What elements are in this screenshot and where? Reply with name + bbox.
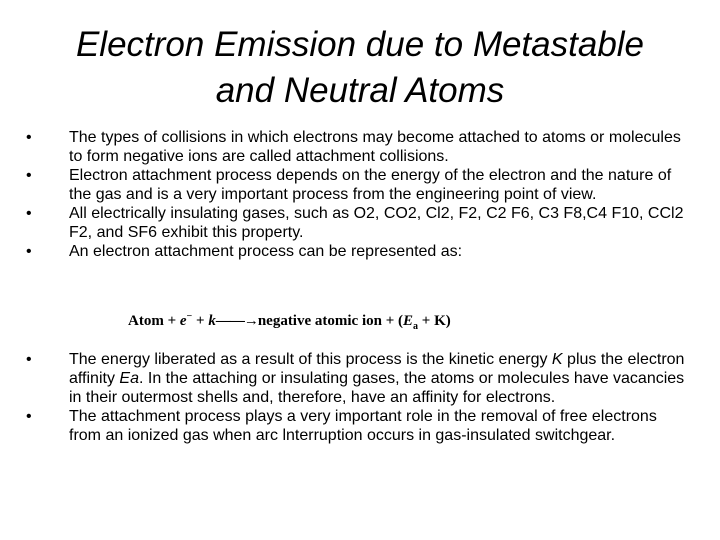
formula-product: negative atomic ion + ( bbox=[257, 313, 404, 329]
title-line-1: Electron Emission due to Metastable bbox=[75, 25, 645, 64]
bullet-item bbox=[26, 407, 686, 445]
bullet-marker: • bbox=[26, 167, 32, 184]
bullet-marker: • bbox=[26, 351, 32, 368]
bullet-marker: • bbox=[26, 205, 32, 222]
bullet-item bbox=[26, 204, 686, 242]
bullet-text: All electrically insulating gases, such as O2, CO2, Cl2, F2, C2 F6, C3 F8,C4 F10, CCl2 F2, and SF6 exhibit this property. bbox=[69, 205, 684, 241]
bullet-item bbox=[26, 350, 686, 407]
bullet-item bbox=[26, 166, 686, 204]
formula-ea: E bbox=[403, 313, 414, 329]
formula-ea-sub: a bbox=[413, 321, 419, 332]
bullet-item bbox=[26, 128, 686, 166]
bullet-text-part: plus the electron affinity bbox=[69, 351, 685, 387]
bullet-list-top bbox=[26, 128, 686, 261]
bullet-text: An electron attachment process can be represented as: bbox=[69, 243, 463, 260]
title-line-2: and Neutral Atoms bbox=[215, 71, 505, 110]
bullet-item bbox=[26, 242, 686, 261]
slide-title bbox=[40, 22, 680, 114]
bullet-text bbox=[69, 351, 684, 406]
formula-electron: e bbox=[179, 313, 187, 329]
formula-end: + K) bbox=[418, 313, 451, 329]
formula-atom: Atom + bbox=[128, 313, 180, 329]
formula-k: k bbox=[208, 313, 216, 329]
attachment-equation bbox=[128, 311, 451, 332]
bullet-marker: • bbox=[26, 408, 32, 425]
formula-arrow: ——→ bbox=[215, 313, 258, 329]
bullet-text: Electron attachment process depends on the energy of the electron and the nature of the gas and is a very important process from the engineering point of view. bbox=[69, 167, 672, 203]
bullet-marker: • bbox=[26, 243, 32, 260]
bullet-text-part: The energy liberated as a result of this process is the kinetic energy bbox=[69, 351, 552, 368]
bullet-text-ea: Ea bbox=[119, 370, 139, 387]
bullet-text-part: . In the attaching or insulating gases, the atoms or molecules have vacancies in their outermost shells and, therefore, have an affinity for electrons. bbox=[69, 370, 685, 406]
formula-electron-charge: − bbox=[186, 311, 193, 322]
bullet-text: The attachment process plays a very important role in the removal of free electrons from an ionized gas when arc lnterruption occurs in gas-insulated switchgear. bbox=[69, 408, 657, 444]
bullet-list-bottom bbox=[26, 350, 686, 445]
bullet-text: The types of collisions in which electrons may become attached to atoms or molecules to form negative ions are called attachment collisions. bbox=[69, 129, 681, 165]
formula-plus: + bbox=[192, 313, 209, 329]
bullet-text-k: K bbox=[551, 351, 563, 368]
bullet-marker: • bbox=[26, 129, 32, 146]
